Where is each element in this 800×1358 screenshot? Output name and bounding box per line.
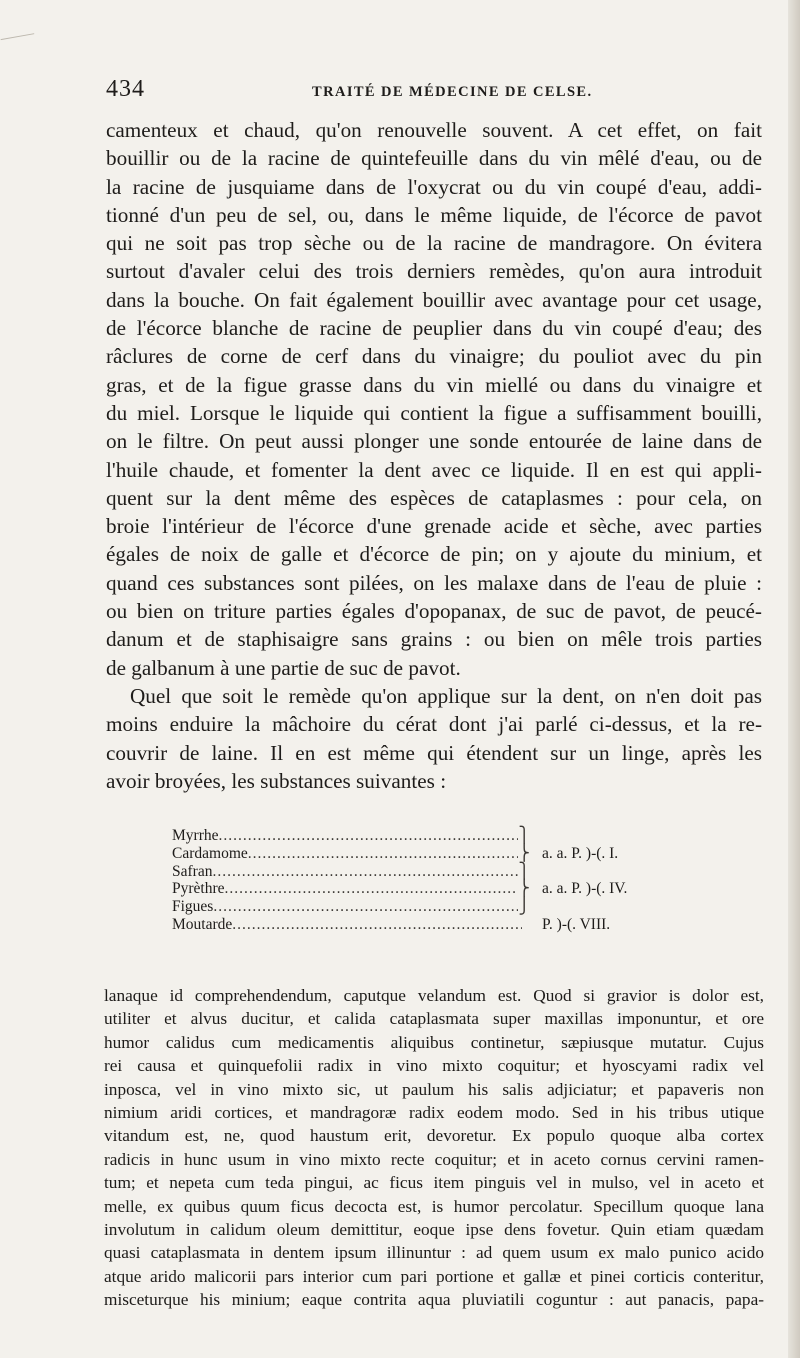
latin-text-line: radicis in hunc usum in vino mixto recte coquitur; et in aceto cornus cervini ramen- — [104, 1149, 764, 1169]
running-title: TRAITÉ DE MÉDECINE DE CELSE. — [312, 84, 593, 100]
text-line: Quel que soit le remède qu'on applique sur la dent, on n'en doit pas — [130, 683, 762, 708]
latin-text-line: nimium aridi cortices, et mandragoræ radix eodem modo. Sed in his tribus utique — [104, 1103, 764, 1123]
latin-original-text — [104, 984, 764, 1312]
ingredient-row — [172, 898, 692, 916]
page-edge — [788, 0, 800, 1358]
dot-leader — [212, 863, 518, 881]
text-line: broie l'intérieur de l'écorce d'une grenade acide et sèche, avec parties — [106, 514, 762, 539]
ingredient-name: Moutarde — [172, 915, 233, 933]
ingredient-dose: a. a. P. )-(. IV. — [542, 880, 628, 898]
text-line: avoir broyées, les substances suivantes : — [106, 768, 447, 793]
page-number: 434 — [106, 76, 145, 102]
ingredient-row — [172, 845, 692, 863]
text-line: gras, et de la figue grasse dans du vin miellé ou dans du vinaigre et — [106, 372, 762, 397]
page-header — [106, 76, 762, 110]
ingredient-list — [172, 827, 692, 934]
text-line: on le filtre. On peut aussi plonger une sonde entourée de laine dans de — [106, 429, 762, 454]
latin-text-line: vitandum est, ne, quod haustum erit, devoretur. Ex populo quoque alba cortex — [104, 1126, 764, 1146]
brace-mark: ⎬ — [518, 844, 530, 862]
dot-leader — [232, 916, 521, 934]
ingredient-name: Safran — [172, 862, 213, 880]
text-line: égales de noix de galle et d'écorce de pin; on y ajoute du minium, et — [106, 542, 762, 567]
text-line: ou bien on triture parties égales d'opopanax, de suc de pavot, de peucé- — [106, 599, 762, 624]
latin-text-line: atque arido malicorii pars interior cum pari portione et gallæ et pinei corticis conteritur, — [104, 1266, 764, 1286]
brace-mark: ⎬ — [518, 880, 530, 898]
ingredient-name: Pyrèthre — [172, 880, 225, 898]
text-line: camenteux et chaud, qu'on renouvelle souvent. A cet effet, on fait — [106, 118, 762, 142]
latin-text-line: lanaque id comprehendendum, caputque velandum est. Quod si gravior is dolor est, — [104, 986, 764, 1005]
ingredient-dose: P. )-(. VIII. — [542, 915, 611, 933]
latin-text-line: tum; et nepeta cum teda pingui, ac ficus item pinguis vel in mulso, vel in aceto et — [104, 1173, 764, 1193]
dot-leader — [213, 898, 518, 916]
ingredient-row — [172, 880, 692, 898]
ingredient-row — [172, 827, 692, 845]
brace-mark: ⎭ — [518, 898, 530, 916]
text-line: du miel. Lorsque le liquide qui contient la figue a suffisamment bouilli, — [106, 400, 762, 425]
text-line: l'huile chaude, et fomenter la dent avec ce liquide. Il en est qui appli- — [106, 457, 762, 482]
text-line: râclures de corne de cerf dans du vinaigre; du pouliot avec du pin — [106, 344, 762, 369]
ingredient-name: Figues — [172, 898, 214, 916]
text-line: de galbanum à une partie de suc de pavot. — [106, 655, 461, 680]
ingredient-row — [172, 863, 692, 881]
latin-text-line: involutum in calidum oleum demittitur, eoque ipse dens fovetur. Quin etiam quædam — [104, 1220, 764, 1240]
latin-text-line: quasi cataplasmata in dentem ipsum illinuntur : ad quem usum ex malo punico acido — [104, 1243, 764, 1263]
ingredient-name: Myrrhe — [172, 827, 219, 844]
latin-text-line: melle, ex quibus quum ficus decocta est, is humor percolatur. Specillum quoque lana — [104, 1196, 764, 1216]
dot-leader — [219, 827, 519, 845]
text-line: de l'écorce blanche de racine de peuplier dans du vin coupé d'eau; des — [106, 316, 762, 341]
ingredient-name: Cardamome — [172, 844, 248, 862]
brace-mark: ⎫ — [518, 827, 530, 844]
text-line: tionné d'un peu de sel, ou, dans le même liquide, de l'écorce de pavot — [106, 202, 762, 227]
french-translation — [106, 116, 762, 795]
text-line: danum et de staphisaigre sans grains : ou bien on mêle trois parties — [106, 627, 762, 652]
text-line: la racine de jusquiame dans de l'oxycrat ou du vin coupé d'eau, addi- — [106, 174, 762, 199]
text-line: quent sur la dent même des espèces de cataplasmes : pour cela, on — [106, 485, 762, 510]
brace-mark: ⎫ — [518, 862, 530, 880]
dot-leader — [225, 880, 519, 898]
text-line: qui ne soit pas trop sèche ou de la racine de mandragore. On évitera — [106, 231, 762, 256]
dot-leader — [248, 845, 519, 863]
latin-text-line: misceturque his minium; eaque contrita aqua pluviatili coguntur : aut panacis, papa- — [104, 1290, 764, 1310]
text-line: dans la bouche. On fait également bouillir avec avantage pour cet usage, — [106, 287, 762, 312]
text-line: surtout d'avaler celui des trois derniers remèdes, qu'on aura introduit — [106, 259, 762, 284]
latin-text-line: humor calidus cum medicamentis aliquibus continetur, sæpiusque mutatur. Cujus — [104, 1032, 764, 1052]
text-line: quand ces substances sont pilées, on les malaxe dans de l'eau de pluie : — [106, 570, 762, 595]
text-line: couvrir de laine. Il en est même qui étendent sur un linge, après les — [106, 740, 762, 765]
ingredient-row — [172, 916, 692, 934]
latin-text-line: rei causa et quinquefolii radix in vino mixto coquitur; et hyoscyami radix vel — [104, 1056, 764, 1076]
corner-mark — [1, 33, 38, 58]
text-line: moins enduire la mâchoire du cérat dont j'ai parlé ci-dessus, et la re- — [106, 712, 762, 737]
ingredient-dose: a. a. P. )-(. I. — [542, 844, 619, 862]
latin-text-line: utiliter et alvus ducitur, et calida cataplasmata super maxillas imponuntur, et ore — [104, 1009, 764, 1029]
latin-text-line: inposca, vel in vino mixto sic, ut paulum his salis adjiciatur; et papaveris non — [104, 1079, 764, 1099]
text-line: bouillir ou de la racine de quintefeuille dans du vin mêlé d'eau, ou de — [106, 146, 762, 171]
